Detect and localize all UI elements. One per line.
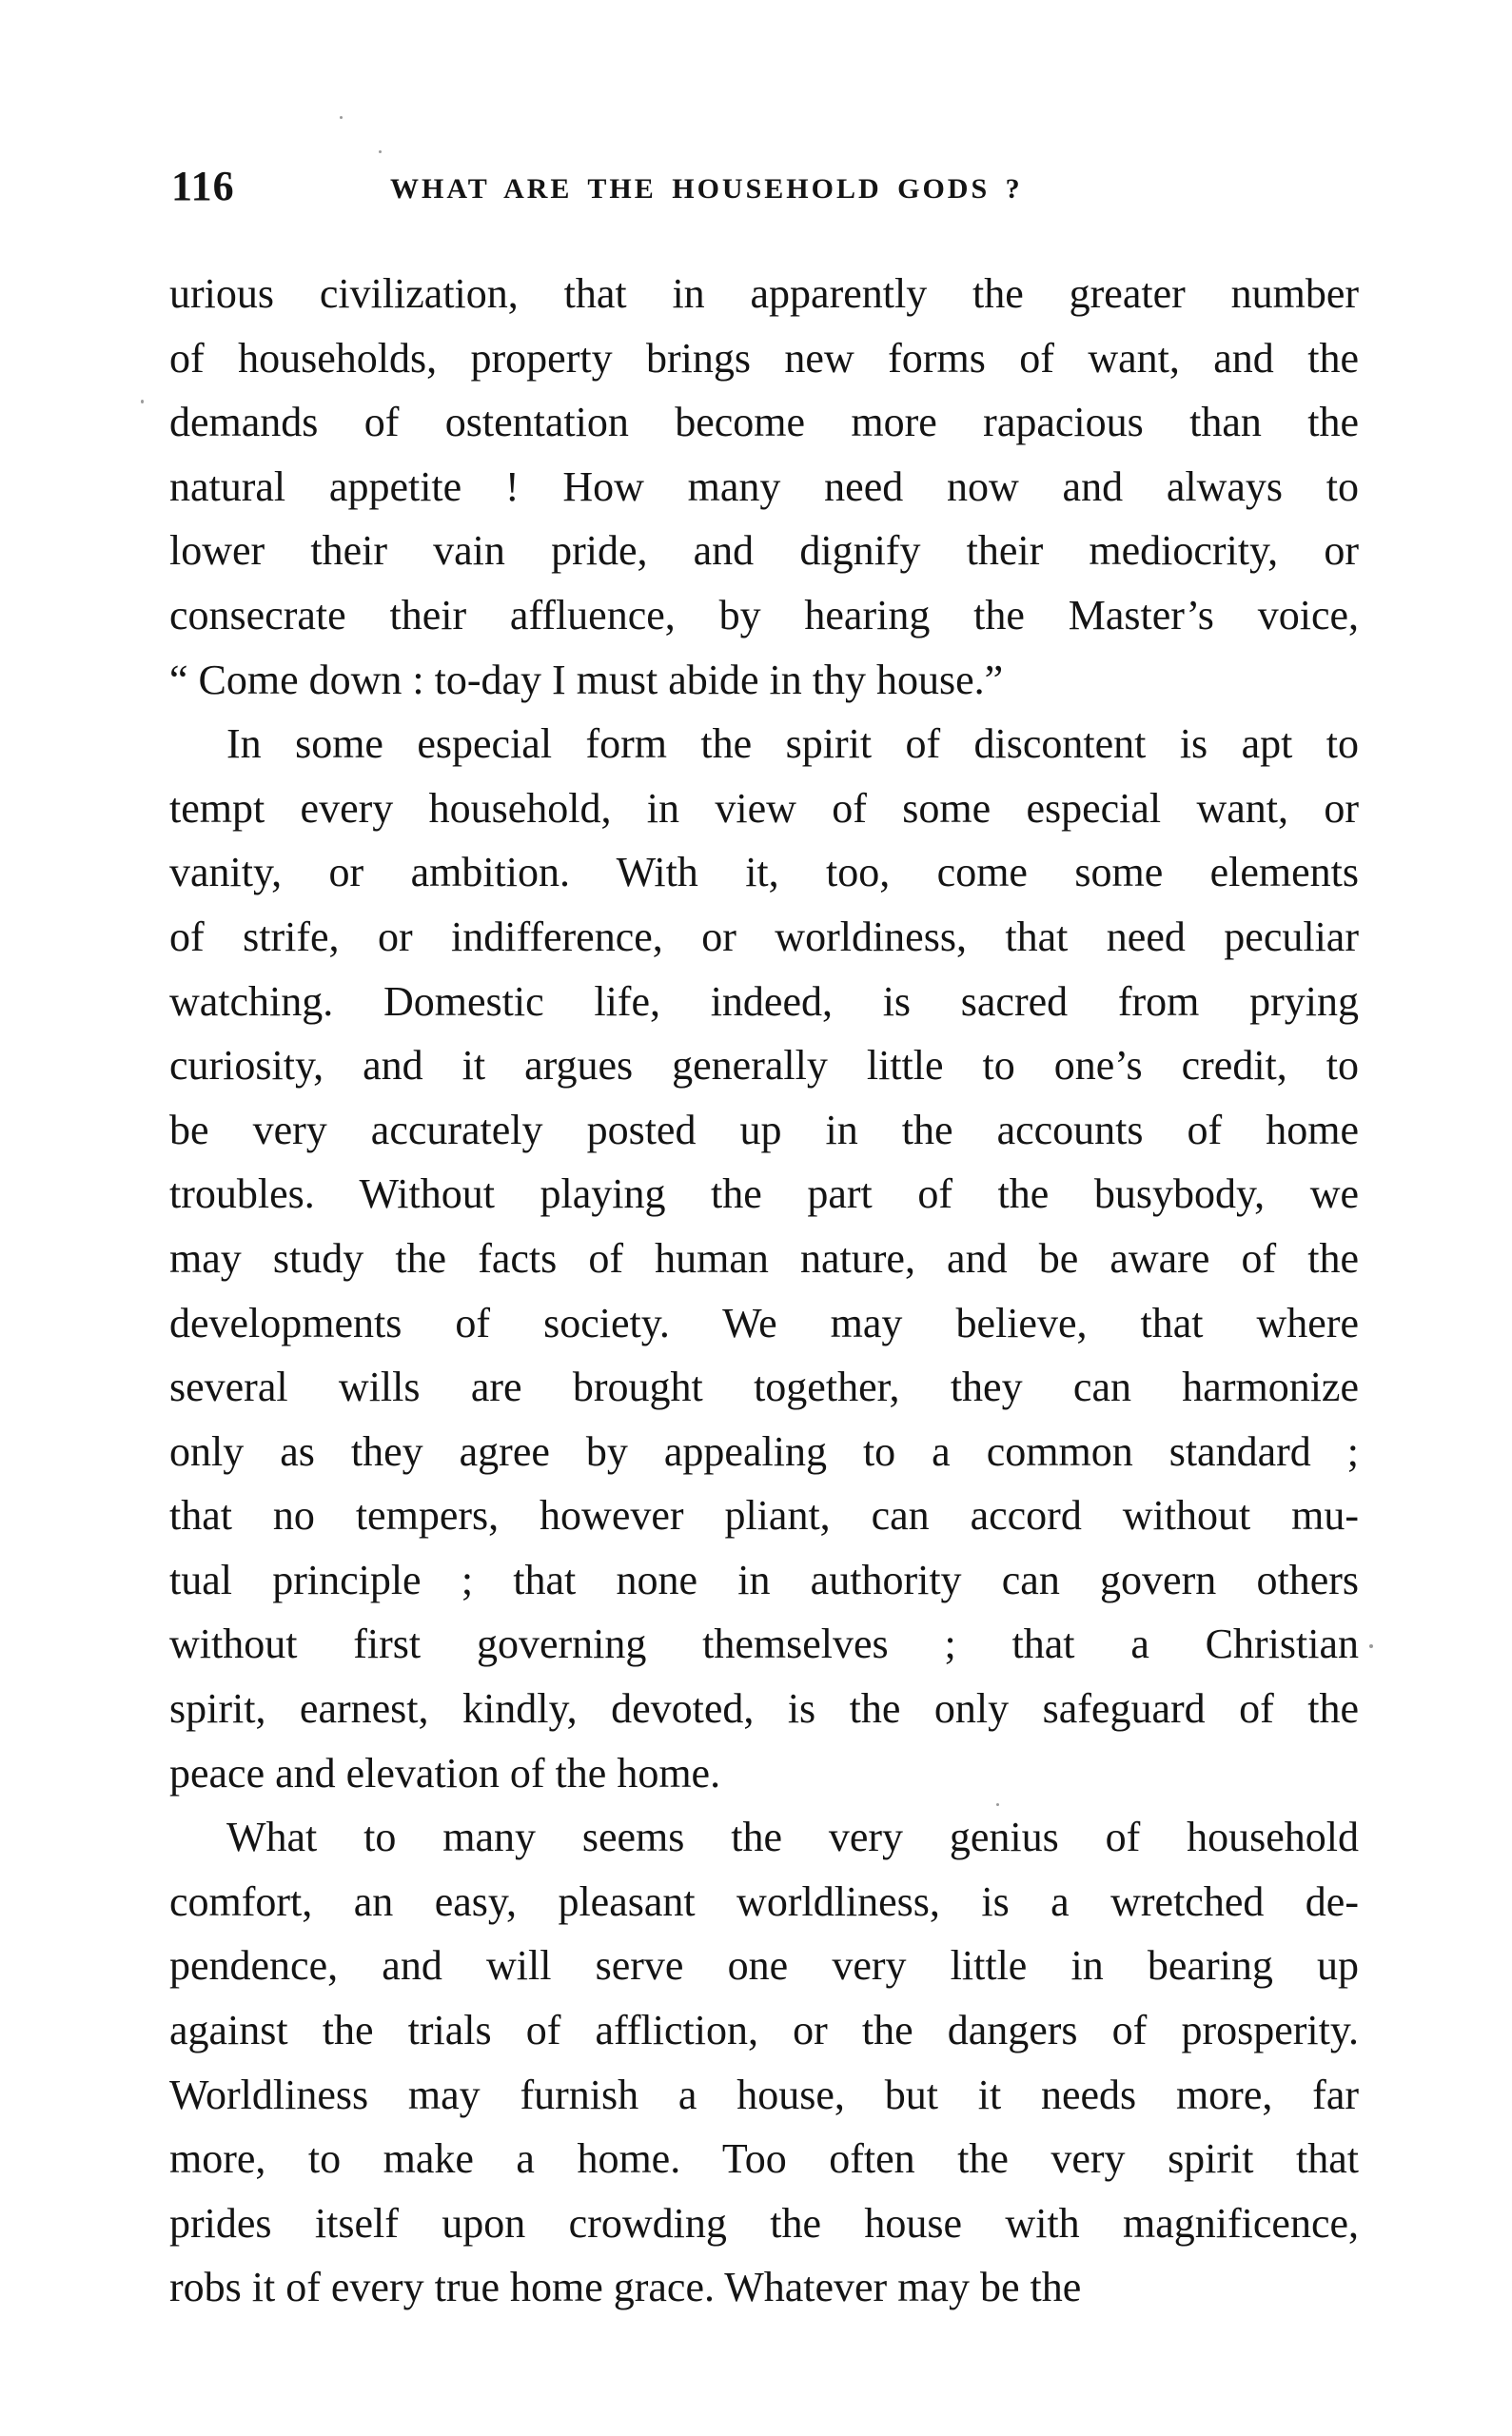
text-line: Worldliness may furnish a house, but it needs more, far <box>169 2071 1359 2118</box>
text-line: spirit, earnest, kindly, devoted, is the only safeguard of the <box>169 1685 1359 1733</box>
text-line: developments of society. We may believe, that where <box>169 1299 1359 1346</box>
scan-speck <box>340 116 343 119</box>
scan-speck <box>379 150 382 153</box>
text-line: that no tempers, however pliant, can accord without mu- <box>169 1492 1359 1540</box>
page-number: 116 <box>171 163 235 209</box>
running-title: WHAT ARE THE HOUSEHOLD GODS ? <box>390 173 1023 205</box>
text-line: pendence, and will serve one very little in bearing up <box>169 1942 1359 1990</box>
text-line: without first governing themselves ; that a Christian <box>169 1621 1359 1668</box>
scan-speck <box>1369 1644 1373 1648</box>
text-line: lower their vain pride, and dignify their mediocrity, or <box>169 527 1359 575</box>
scan-speck <box>996 1803 999 1806</box>
text-line: troubles. Without playing the part of the busybody, we <box>169 1170 1359 1218</box>
text-line: natural appetite ! How many need now and always to <box>169 462 1359 510</box>
body-text <box>169 262 1359 2320</box>
text-line: several wills are brought together, they can harmonize <box>169 1364 1359 1411</box>
text-line: comfort, an easy, pleasant worldliness, is a wretched de- <box>169 1877 1359 1925</box>
text-line: In some especial form the spirit of discontent is apt to <box>226 720 1359 768</box>
scan-speck <box>141 400 144 403</box>
text-line: of households, property brings new forms of want, and the <box>169 334 1359 382</box>
text-line: vanity, or ambition. With it, too, come some elements <box>169 849 1359 896</box>
text-line: more, to make a home. Too often the very spirit that <box>169 2135 1359 2183</box>
page-header <box>171 162 1370 219</box>
text-line: consecrate their affluence, by hearing the Master’s voice, <box>169 591 1359 638</box>
text-line: “ Come down : to-day I must abide in thy house.” <box>169 656 1004 703</box>
text-line: of strife, or indifference, or worldiness, that need peculiar <box>169 913 1359 960</box>
text-line: demands of ostentation become more rapacious than the <box>169 399 1359 446</box>
text-line: robs it of every true home grace. Whatever may be the <box>169 2264 1082 2311</box>
text-line: prides itself upon crowding the house with magnificence, <box>169 2199 1359 2247</box>
text-line: be very accurately posted up in the accounts of home <box>169 1106 1359 1153</box>
text-line: watching. Domestic life, indeed, is sacred from prying <box>169 977 1359 1025</box>
text-line: What to many seems the very genius of household <box>226 1814 1359 1861</box>
text-line: may study the facts of human nature, and be aware of the <box>169 1234 1359 1282</box>
text-line: against the trials of affliction, or the dangers of prosperity. <box>169 2007 1359 2054</box>
text-line: urious civilization, that in apparently the greater number <box>169 270 1359 317</box>
text-line: tempt every household, in view of some especial want, or <box>169 784 1359 832</box>
text-line: only as they agree by appealing to a common standard ; <box>169 1427 1359 1475</box>
text-line: peace and elevation of the home. <box>169 1749 721 1797</box>
text-line: curiosity, and it argues generally little to one’s credit, to <box>169 1042 1359 1090</box>
text-line: tual principle ; that none in authority can govern others <box>169 1556 1359 1603</box>
